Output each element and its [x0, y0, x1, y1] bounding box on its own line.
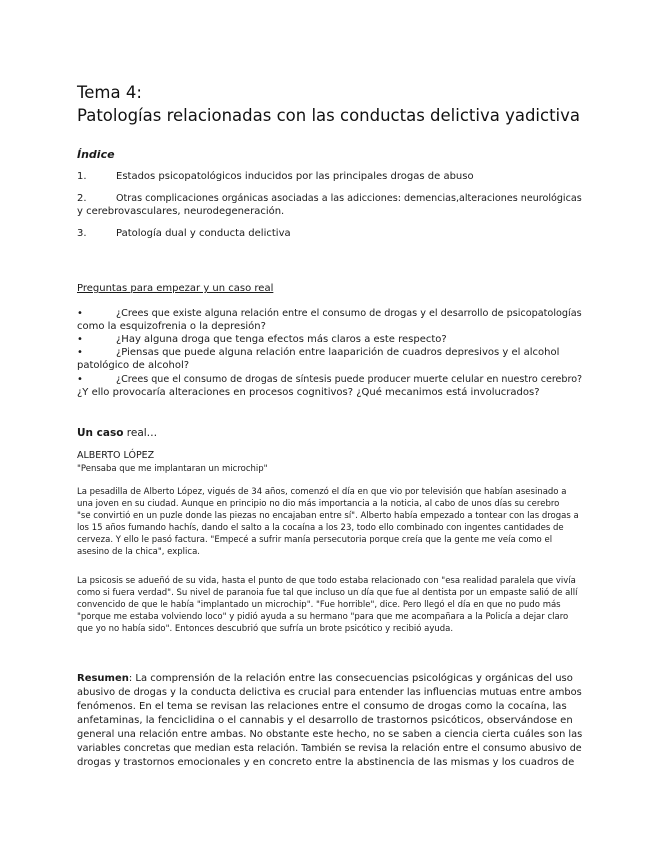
indice-num-1: 1.	[77, 171, 87, 182]
caso-name: ALBERTO LÓPEZ	[77, 450, 155, 461]
title-line-1: Tema 4:	[77, 83, 142, 102]
resumen-first-rest: : La comprensión de la relación entre las consecuencias psicológicas y orgánicas del uso	[128, 673, 573, 684]
pregunta-1: ¿Crees que existe alguna relación entre el consumo de drogas y el desarrollo de psicopatologías	[116, 308, 582, 319]
caso-heading-bold: Un caso	[77, 427, 124, 439]
caso-para2-line: que yo no había sido". Entonces descubrió que sufría un brote psicótico y recibió ayuda.	[77, 624, 454, 634]
caso-para1-line: los 15 años fumando hachís, dando el salto a la cocaína a los 23, todo ello combinado con ingentes cantidades de	[77, 523, 564, 533]
bullet-icon: •	[77, 374, 83, 385]
resumen-line: variables concretas que median esta relación. También se revisa la relación entre el consumo abusivo de	[77, 743, 582, 754]
resumen-line: anfetaminas, la fenciclidina o el cannabis y el desarrollo de trastornos psicóticos, observándose en	[77, 715, 573, 726]
caso-para2-line: como si fuera verdad". Su nivel de paranoia fue tal que incluso un día que fue al dentista por un empaste salió de allí	[77, 588, 578, 598]
caso-para1-line: asesino de la chica", explica.	[77, 547, 200, 557]
indice-item-1: Estados psicopatológicos inducidos por las principales drogas de abuso	[116, 171, 474, 182]
resumen-label: Resumen	[77, 673, 129, 684]
indice-item-3: Patología dual y conducta delictiva	[116, 228, 291, 239]
caso-para2-line: convencido de que le había "implantado un microchip". "Fue horrible", dice. Pero llegó el día en que no pudo más	[77, 600, 561, 610]
caso-para1-line: cerveza. Y ello le pasó factura. "Empecé a sufrir manía persecutoria porque creía que la gente me veía como el	[77, 535, 553, 545]
bullet-icon: •	[77, 334, 83, 345]
preguntas-heading: Preguntas para empezar y un caso real	[77, 283, 274, 294]
indice-heading: Índice	[77, 148, 115, 161]
caso-para2-line: "porque me estaba volviendo loco" y pidió ayuda a su hermano "para que me acompañara a la Policía a dejar claro	[77, 612, 569, 622]
title-line-2: Patologías relacionadas con las conductas delictiva yadictiva	[77, 106, 581, 125]
resumen-first-line	[77, 673, 573, 684]
indice-item-2: Otras complicaciones orgánicas asociadas a las adicciones: demencias,alteraciones neurológicas	[116, 193, 582, 204]
pregunta-2: ¿Hay alguna droga que tenga efectos más claros a este respecto?	[116, 334, 447, 345]
resumen-line: fenómenos. En el tema se revisan las relaciones entre el consumo de drogas como la cocaína, las	[77, 701, 567, 712]
pregunta-4-cont: ¿Y ello provocaría alteraciones en procesos cognitivos? ¿Qué mecanimos está involucrados?	[77, 387, 540, 398]
pregunta-1-cont: como la esquizofrenia o la depresión?	[77, 321, 266, 332]
pregunta-3: ¿Piensas que puede alguna relación entre laaparición de cuadros depresivos y el alcohol	[116, 347, 560, 358]
caso-para2-line: La psicosis se adueñó de su vida, hasta el punto de que todo estaba relacionado con "esa realidad paralela que vivía	[77, 576, 576, 586]
caso-para1-line: La pesadilla de Alberto López, vigués de 34 años, comenzó el día en que vio por televisión que habían asesinado a	[77, 487, 567, 497]
bullet-icon: •	[77, 308, 83, 319]
indice-num-2: 2.	[77, 193, 87, 204]
resumen-line: general una relación entre ambas. No obstante este hecho, no se saben a ciencia cierta cuáles son las	[77, 729, 583, 740]
caso-heading-rest: real…	[123, 427, 158, 439]
caso-heading	[77, 427, 157, 439]
caso-quote: "Pensaba que me implantaran un microchip"	[77, 464, 268, 474]
indice-item-2-cont: y cerebrovasculares, neurodegeneración.	[77, 206, 285, 217]
bullet-icon: •	[77, 347, 83, 358]
caso-para1-line: "se convirtió en un puzle donde las piezas no encajaban entre sí". Alberto había empezado a tontear con las drogas a	[77, 511, 579, 521]
pregunta-4: ¿Crees que el consumo de drogas de síntesis puede producer muerte celular en nuestro cerebro?	[116, 374, 583, 385]
pregunta-3-cont: patológico de alcohol?	[77, 360, 190, 371]
indice-num-3: 3.	[77, 228, 87, 239]
caso-para1-line: una joven en su ciudad. Aunque en principio no dio más importancia a la noticia, al cabo de unos días su cerebro	[77, 499, 560, 509]
resumen-line: drogas y trastornos emocionales y en concreto entre la abstinencia de las mismas y los cuadros de	[77, 757, 575, 768]
resumen-line: abusivo de drogas y la conducta delictiva es crucial para entender las influencias mutuas entre ambos	[77, 687, 582, 698]
